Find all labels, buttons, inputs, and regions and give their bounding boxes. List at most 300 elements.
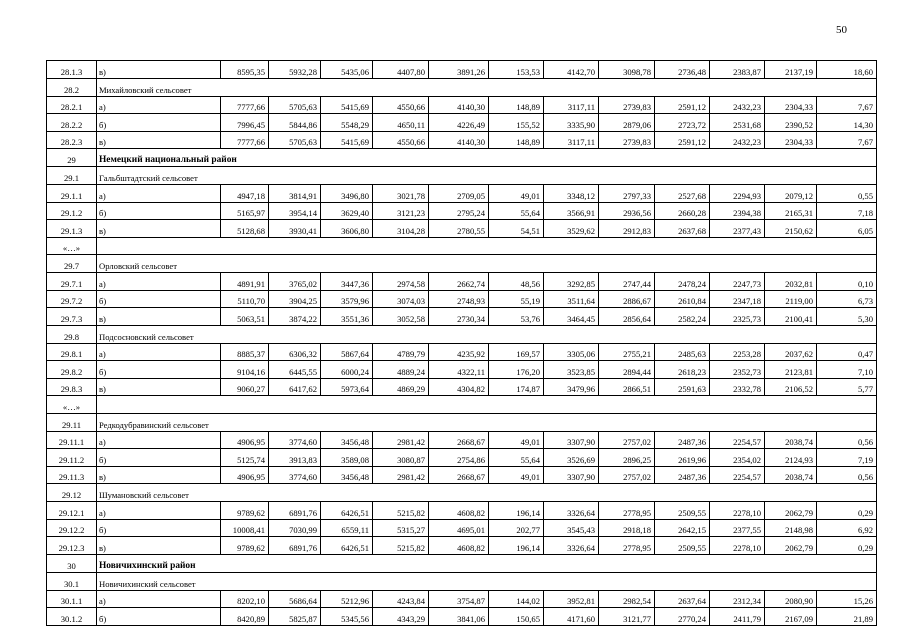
table-cell: 2660,28 — [655, 202, 710, 220]
table-cell: 2411,79 — [710, 608, 765, 626]
table-cell: 3456,48 — [321, 466, 373, 484]
table-cell: 4140,30 — [429, 96, 489, 114]
row-code: 29.1.2 — [47, 202, 97, 220]
table-cell: 2780,55 — [429, 220, 489, 238]
ellipsis-row — [47, 237, 877, 255]
table-row — [47, 519, 877, 537]
row-code: 30.1.2 — [47, 608, 97, 626]
table-cell: 7,67 — [817, 131, 877, 149]
table-cell: 4695,01 — [429, 519, 489, 537]
tariff-table — [46, 60, 877, 626]
table-cell: 150,65 — [489, 608, 544, 626]
table-cell: 0,56 — [817, 431, 877, 449]
table-cell: 2037,62 — [765, 343, 817, 361]
table-cell: 3479,96 — [544, 378, 599, 396]
table-cell: 6426,51 — [321, 502, 373, 520]
table-cell: 5215,82 — [373, 537, 429, 555]
table-row — [47, 343, 877, 361]
table-row — [47, 131, 877, 149]
table-cell: 6,05 — [817, 220, 877, 238]
row-label: в) — [97, 61, 221, 79]
table-cell: 2642,15 — [655, 519, 710, 537]
table-cell: 4322,11 — [429, 361, 489, 379]
table-cell: 3606,80 — [321, 220, 373, 238]
table-cell: 2304,33 — [765, 131, 817, 149]
table-cell: 176,20 — [489, 361, 544, 379]
table-cell: 5315,27 — [373, 519, 429, 537]
table-cell: 2165,31 — [765, 202, 817, 220]
row-label: б) — [97, 519, 221, 537]
table-cell: 148,89 — [489, 131, 544, 149]
row-code: 29.11.1 — [47, 431, 97, 449]
table-cell: 5844,86 — [269, 114, 321, 132]
row-code: 30.1.1 — [47, 590, 97, 608]
table-cell: 3464,45 — [544, 308, 599, 326]
table-cell: 3629,40 — [321, 202, 373, 220]
table-cell: 174,87 — [489, 378, 544, 396]
table-cell: 2747,44 — [599, 273, 655, 291]
table-cell: 3335,90 — [544, 114, 599, 132]
table-cell: 2668,67 — [429, 431, 489, 449]
table-cell: 3754,87 — [429, 590, 489, 608]
row-code: 29.12.3 — [47, 537, 97, 555]
row-label: а) — [97, 185, 221, 203]
district-header-row — [47, 149, 877, 167]
council-header-row — [47, 255, 877, 273]
table-cell: 55,64 — [489, 202, 544, 220]
table-cell: 15,26 — [817, 590, 877, 608]
table-cell: 3021,78 — [373, 185, 429, 203]
table-cell: 2485,63 — [655, 343, 710, 361]
table-cell: 8202,10 — [221, 590, 269, 608]
table-cell: 4140,30 — [429, 131, 489, 149]
table-cell: 4243,84 — [373, 590, 429, 608]
council-header-row — [47, 413, 877, 431]
table-cell: 2354,02 — [710, 449, 765, 467]
table-cell: 2894,44 — [599, 361, 655, 379]
row-code: 29.1 — [47, 167, 97, 185]
table-cell: 0,10 — [817, 273, 877, 291]
table-row — [47, 537, 877, 555]
district-title: Немецкий национальный район — [97, 149, 877, 167]
table-cell: 3307,90 — [544, 431, 599, 449]
table-cell: 2478,24 — [655, 273, 710, 291]
table-cell: 2709,05 — [429, 185, 489, 203]
table-cell: 2748,93 — [429, 290, 489, 308]
table-cell: 3523,85 — [544, 361, 599, 379]
table-cell: 2886,67 — [599, 290, 655, 308]
table-cell: 169,57 — [489, 343, 544, 361]
table-cell: 49,01 — [489, 185, 544, 203]
table-cell: 2080,90 — [765, 590, 817, 608]
table-cell: 3292,85 — [544, 273, 599, 291]
row-code: 29.8 — [47, 325, 97, 343]
table-cell: 5686,64 — [269, 590, 321, 608]
table-cell: 4608,82 — [429, 502, 489, 520]
table-cell: 3117,11 — [544, 96, 599, 114]
table-cell: 4906,95 — [221, 466, 269, 484]
table-cell: 2974,58 — [373, 273, 429, 291]
table-row — [47, 378, 877, 396]
table-cell: 3930,41 — [269, 220, 321, 238]
table-cell: 8420,89 — [221, 608, 269, 626]
row-label: а) — [97, 590, 221, 608]
table-cell: 4343,29 — [373, 608, 429, 626]
table-cell: 2981,42 — [373, 466, 429, 484]
row-label: б) — [97, 449, 221, 467]
table-row — [47, 61, 877, 79]
table-cell: 3952,81 — [544, 590, 599, 608]
table-cell: 2778,95 — [599, 502, 655, 520]
table-cell: 2757,02 — [599, 431, 655, 449]
table-cell: 7,67 — [817, 96, 877, 114]
table-cell: 7,18 — [817, 202, 877, 220]
row-code: 30.1 — [47, 572, 97, 590]
table-cell: 3117,11 — [544, 131, 599, 149]
ellipsis-row — [47, 396, 877, 414]
table-cell: 2591,12 — [655, 96, 710, 114]
table-cell: 2591,63 — [655, 378, 710, 396]
table-cell: 2332,78 — [710, 378, 765, 396]
table-cell: 3841,06 — [429, 608, 489, 626]
table-cell: 2662,74 — [429, 273, 489, 291]
table-cell: 2394,38 — [710, 202, 765, 220]
table-cell: 55,64 — [489, 449, 544, 467]
table-cell: 2254,57 — [710, 466, 765, 484]
table-cell: 2123,81 — [765, 361, 817, 379]
table-cell: 2723,72 — [655, 114, 710, 132]
table-cell: 4891,91 — [221, 273, 269, 291]
row-code: 28.2.3 — [47, 131, 97, 149]
district-title: Новичихинский район — [97, 554, 877, 572]
table-cell: 4550,66 — [373, 131, 429, 149]
table-cell: 5125,74 — [221, 449, 269, 467]
table-cell: 2610,84 — [655, 290, 710, 308]
table-cell: 2619,96 — [655, 449, 710, 467]
table-cell: 5128,68 — [221, 220, 269, 238]
table-cell: 3526,69 — [544, 449, 599, 467]
row-code: «…» — [47, 396, 97, 414]
table-cell: 2637,68 — [655, 220, 710, 238]
row-label: а) — [97, 273, 221, 291]
table-cell: 6559,11 — [321, 519, 373, 537]
table-cell: 55,19 — [489, 290, 544, 308]
row-label: в) — [97, 466, 221, 484]
table-cell: 202,77 — [489, 519, 544, 537]
table-cell: 5973,64 — [321, 378, 373, 396]
table-row — [47, 590, 877, 608]
table-cell: 4889,24 — [373, 361, 429, 379]
table-cell: 6000,24 — [321, 361, 373, 379]
ellipsis-spacer — [97, 396, 817, 414]
table-cell: 5,77 — [817, 378, 877, 396]
table-cell: 7777,66 — [221, 96, 269, 114]
table-cell: 3098,78 — [599, 61, 655, 79]
table-cell: 2736,48 — [655, 61, 710, 79]
table-cell: 2778,95 — [599, 537, 655, 555]
row-code: 29.7.3 — [47, 308, 97, 326]
table-cell: 3954,14 — [269, 202, 321, 220]
table-cell: 2124,93 — [765, 449, 817, 467]
table-row — [47, 466, 877, 484]
table-cell: 2106,52 — [765, 378, 817, 396]
table-cell: 7,10 — [817, 361, 877, 379]
table-cell: 14,30 — [817, 114, 877, 132]
table-cell: 2294,93 — [710, 185, 765, 203]
table-cell: 6,73 — [817, 290, 877, 308]
table-cell: 3074,03 — [373, 290, 429, 308]
table-cell: 0,29 — [817, 537, 877, 555]
table-cell: 5215,82 — [373, 502, 429, 520]
table-cell: 5435,06 — [321, 61, 373, 79]
table-cell: 6891,76 — [269, 502, 321, 520]
table-cell: 196,14 — [489, 502, 544, 520]
row-label: а) — [97, 96, 221, 114]
row-label: б) — [97, 202, 221, 220]
table-cell: 2352,73 — [710, 361, 765, 379]
table-cell: 4226,49 — [429, 114, 489, 132]
table-cell: 3121,23 — [373, 202, 429, 220]
table-cell: 5415,69 — [321, 96, 373, 114]
row-code: 29.11.3 — [47, 466, 97, 484]
table-cell: 4235,92 — [429, 343, 489, 361]
table-cell: 0,29 — [817, 502, 877, 520]
table-cell: 2347,18 — [710, 290, 765, 308]
table-cell: 3529,62 — [544, 220, 599, 238]
row-code: 29.7.2 — [47, 290, 97, 308]
table-cell: 3080,87 — [373, 449, 429, 467]
council-header-row — [47, 572, 877, 590]
table-cell: 3104,28 — [373, 220, 429, 238]
district-header-row — [47, 554, 877, 572]
table-cell: 4947,18 — [221, 185, 269, 203]
table-cell: 4869,29 — [373, 378, 429, 396]
table-cell: 54,51 — [489, 220, 544, 238]
table-cell: 2757,02 — [599, 466, 655, 484]
table-cell: 5825,87 — [269, 608, 321, 626]
table-cell: 53,76 — [489, 308, 544, 326]
table-cell: 0,55 — [817, 185, 877, 203]
row-code: 29.12 — [47, 484, 97, 502]
ellipsis-end — [817, 396, 877, 414]
table-cell: 8595,35 — [221, 61, 269, 79]
table-cell: 5867,64 — [321, 343, 373, 361]
table-cell: 2487,36 — [655, 466, 710, 484]
table-cell: 4142,70 — [544, 61, 599, 79]
table-cell: 2668,67 — [429, 466, 489, 484]
table-cell: 9104,16 — [221, 361, 269, 379]
table-cell: 2912,83 — [599, 220, 655, 238]
table-cell: 2137,19 — [765, 61, 817, 79]
table-cell: 2755,21 — [599, 343, 655, 361]
row-code: 28.1.3 — [47, 61, 97, 79]
table-cell: 2866,51 — [599, 378, 655, 396]
table-cell: 3456,48 — [321, 431, 373, 449]
table-cell: 2527,68 — [655, 185, 710, 203]
table-cell: 3814,91 — [269, 185, 321, 203]
table-cell: 3511,64 — [544, 290, 599, 308]
table-cell: 3774,60 — [269, 466, 321, 484]
table-cell: 49,01 — [489, 466, 544, 484]
table-cell: 2637,64 — [655, 590, 710, 608]
table-cell: 2896,25 — [599, 449, 655, 467]
row-label: б) — [97, 290, 221, 308]
table-cell: 148,89 — [489, 96, 544, 114]
page-number: 50 — [836, 24, 847, 36]
table-cell: 4608,82 — [429, 537, 489, 555]
table-cell: 49,01 — [489, 431, 544, 449]
table-cell: 2982,54 — [599, 590, 655, 608]
council-header-row — [47, 167, 877, 185]
table-row — [47, 290, 877, 308]
row-code: 29.11.2 — [47, 449, 97, 467]
row-code: 29.1.3 — [47, 220, 97, 238]
table-cell: 18,60 — [817, 61, 877, 79]
table-row — [47, 273, 877, 291]
council-header-row — [47, 78, 877, 96]
table-cell: 5415,69 — [321, 131, 373, 149]
table-cell: 4171,60 — [544, 608, 599, 626]
table-cell: 5110,70 — [221, 290, 269, 308]
row-code: 28.2 — [47, 78, 97, 96]
table-cell: 2079,12 — [765, 185, 817, 203]
row-label: а) — [97, 502, 221, 520]
row-code: 29 — [47, 149, 97, 167]
council-title: Михайловский сельсовет — [97, 78, 877, 96]
row-code: «…» — [47, 237, 97, 255]
table-cell: 196,14 — [489, 537, 544, 555]
table-cell: 2062,79 — [765, 502, 817, 520]
table-cell: 2531,68 — [710, 114, 765, 132]
table-cell: 2383,87 — [710, 61, 765, 79]
council-title: Шумановский сельсовет — [97, 484, 877, 502]
table-cell: 2167,09 — [765, 608, 817, 626]
row-code: 29.11 — [47, 413, 97, 431]
row-code: 29.8.3 — [47, 378, 97, 396]
table-cell: 2278,10 — [710, 537, 765, 555]
table-cell: 4789,79 — [373, 343, 429, 361]
table-cell: 3566,91 — [544, 202, 599, 220]
table-cell: 6417,62 — [269, 378, 321, 396]
row-code: 29.8.1 — [47, 343, 97, 361]
row-code: 29.1.1 — [47, 185, 97, 203]
table-cell: 3874,22 — [269, 308, 321, 326]
table-cell: 2509,55 — [655, 537, 710, 555]
table-cell: 153,53 — [489, 61, 544, 79]
row-label: в) — [97, 131, 221, 149]
table-cell: 7,19 — [817, 449, 877, 467]
row-code: 29.12.2 — [47, 519, 97, 537]
row-label: б) — [97, 361, 221, 379]
table-cell: 5212,96 — [321, 590, 373, 608]
row-label: в) — [97, 537, 221, 555]
table-cell: 2312,34 — [710, 590, 765, 608]
table-row — [47, 449, 877, 467]
table-cell: 2936,56 — [599, 202, 655, 220]
table-cell: 7777,66 — [221, 131, 269, 149]
table-cell: 4906,95 — [221, 431, 269, 449]
table-row — [47, 185, 877, 203]
table-cell: 3579,96 — [321, 290, 373, 308]
table-cell: 2432,23 — [710, 131, 765, 149]
table-cell: 2509,55 — [655, 502, 710, 520]
table-cell: 2390,52 — [765, 114, 817, 132]
table-cell: 3305,06 — [544, 343, 599, 361]
row-code: 28.2.2 — [47, 114, 97, 132]
table-cell: 3496,80 — [321, 185, 373, 203]
table-cell: 2062,79 — [765, 537, 817, 555]
table-cell: 155,52 — [489, 114, 544, 132]
table-cell: 2856,64 — [599, 308, 655, 326]
table-cell: 2377,43 — [710, 220, 765, 238]
table-cell: 2591,12 — [655, 131, 710, 149]
table-cell: 4407,80 — [373, 61, 429, 79]
table-cell: 0,47 — [817, 343, 877, 361]
council-title: Орловский сельсовет — [97, 255, 877, 273]
row-label: в) — [97, 378, 221, 396]
table-cell: 2377,55 — [710, 519, 765, 537]
ellipsis-spacer — [97, 237, 817, 255]
table-cell: 2038,74 — [765, 466, 817, 484]
table-row — [47, 202, 877, 220]
table-cell: 7030,99 — [269, 519, 321, 537]
table-cell: 9060,27 — [221, 378, 269, 396]
table-cell: 3307,90 — [544, 466, 599, 484]
table-row — [47, 608, 877, 626]
table-cell: 5165,97 — [221, 202, 269, 220]
table-cell: 7996,45 — [221, 114, 269, 132]
table-cell: 2304,33 — [765, 96, 817, 114]
table-cell: 9789,62 — [221, 502, 269, 520]
table-row — [47, 361, 877, 379]
table-cell: 3447,36 — [321, 273, 373, 291]
table-cell: 2247,73 — [710, 273, 765, 291]
table-cell: 3348,12 — [544, 185, 599, 203]
table-cell: 10008,41 — [221, 519, 269, 537]
table-row — [47, 308, 877, 326]
row-label: а) — [97, 343, 221, 361]
table-cell: 3052,58 — [373, 308, 429, 326]
table-cell: 6,92 — [817, 519, 877, 537]
council-header-row — [47, 484, 877, 502]
table-cell: 5705,63 — [269, 96, 321, 114]
table-cell: 3326,64 — [544, 537, 599, 555]
table-cell: 5,30 — [817, 308, 877, 326]
table-cell: 2432,23 — [710, 96, 765, 114]
table-cell: 5705,63 — [269, 131, 321, 149]
table-cell: 5548,29 — [321, 114, 373, 132]
table-cell: 9789,62 — [221, 537, 269, 555]
table-cell: 6306,32 — [269, 343, 321, 361]
table-cell: 21,89 — [817, 608, 877, 626]
table-cell: 4650,11 — [373, 114, 429, 132]
table-cell: 2582,24 — [655, 308, 710, 326]
table-cell: 2278,10 — [710, 502, 765, 520]
row-code: 29.8.2 — [47, 361, 97, 379]
table-cell: 48,56 — [489, 273, 544, 291]
table-cell: 2754,86 — [429, 449, 489, 467]
table-cell: 3121,77 — [599, 608, 655, 626]
table-cell: 6891,76 — [269, 537, 321, 555]
row-label: б) — [97, 114, 221, 132]
row-label: в) — [97, 220, 221, 238]
table-cell: 6426,51 — [321, 537, 373, 555]
table-row — [47, 96, 877, 114]
table-cell: 4304,82 — [429, 378, 489, 396]
table-cell: 3913,83 — [269, 449, 321, 467]
table-cell: 144,02 — [489, 590, 544, 608]
table-cell: 2148,98 — [765, 519, 817, 537]
